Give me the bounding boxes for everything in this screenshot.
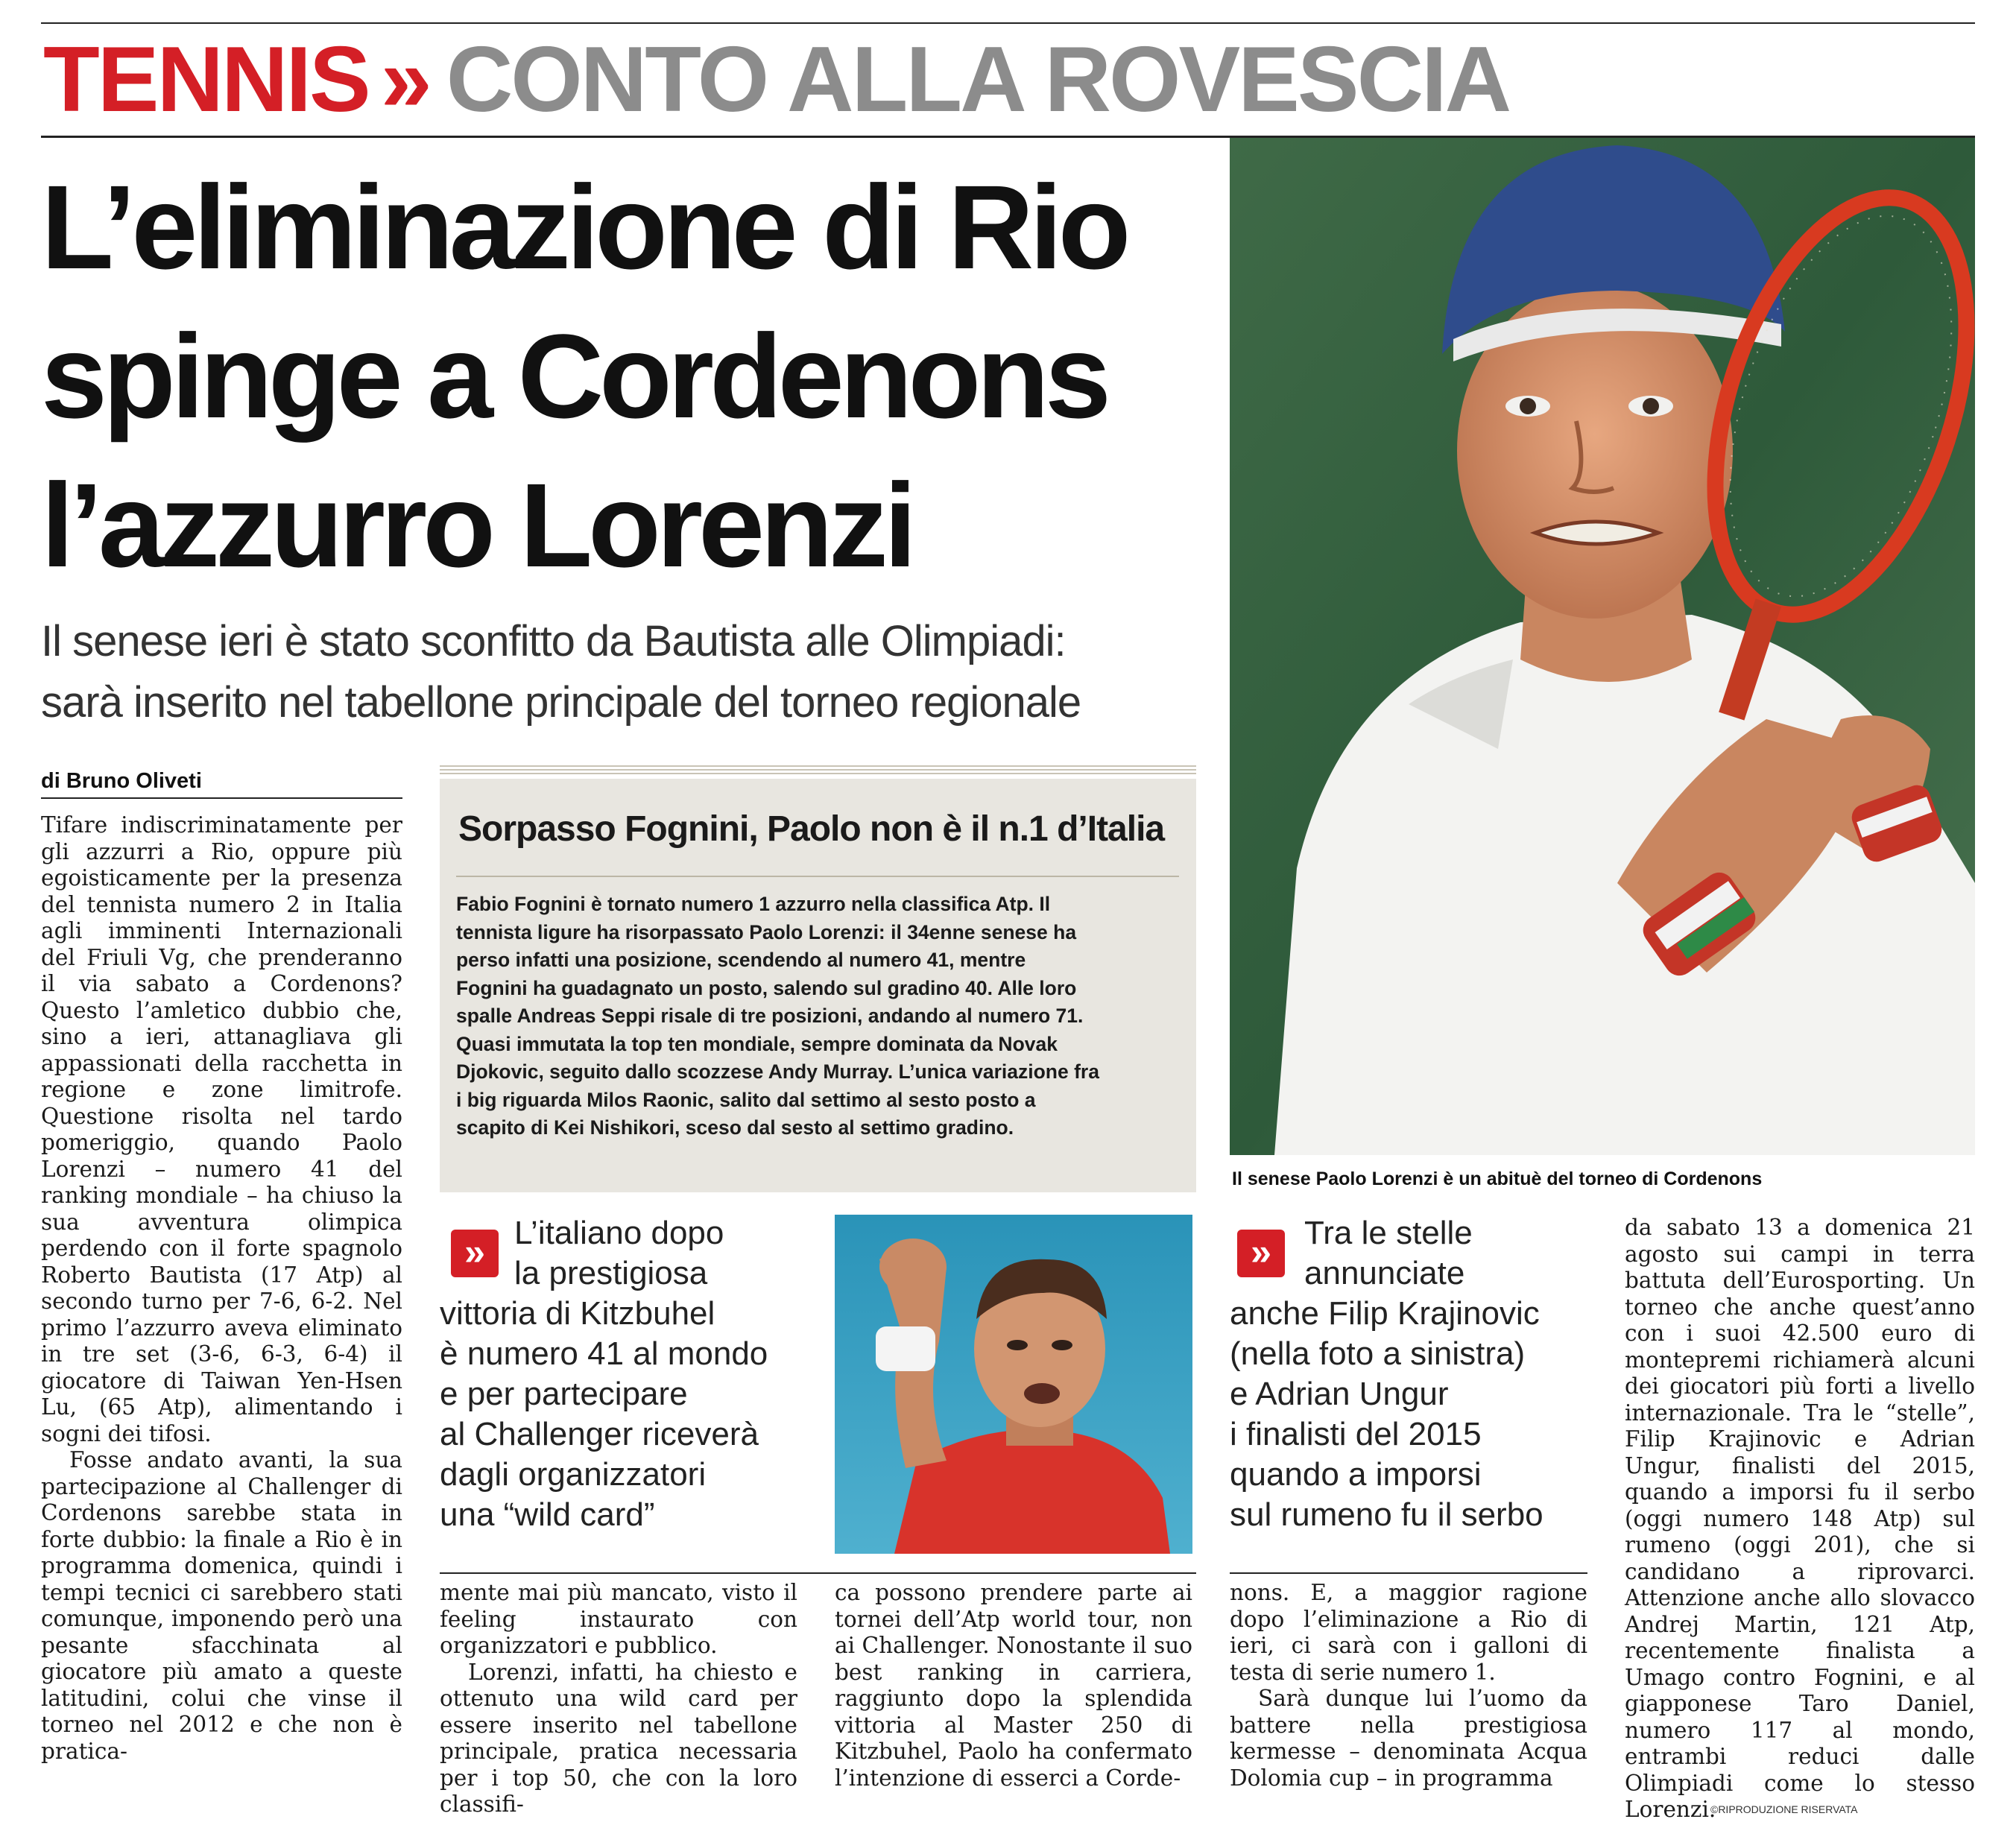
box-line: tennista ligure ha risorpassato Paolo Lorenzi: il 34enne senese ha [456,920,1077,943]
paragraph: nons. E, a maggior ragione dopo l’eliminazione a Rio di ieri, ci sarà con i galloni di testa di serie numero 1. [1230,1580,1587,1685]
pull-quote-line: L’italiano dopo [514,1215,724,1251]
box-line: spalle Andreas Seppi risale di tre posizioni, andando al numero 71. [456,1005,1084,1027]
paragraph: da sabato 13 a domenica 21 agosto sui campi in terra battuta dell’Eurosporting. Un torneo che anche quest’anno con i suoi 42.500 euro di montepremi richiamerà alcuni dei giocatori più forti a livello internazionale. Tra le “stelle”, Filip Krajinovic e Adrian Ungur, finalisti del 2015, quando a imporsi fu il serbo (oggi numero 148 Atp) sul rumeno (oggi 201), che si candidano a riprovarci. Attenzione anche allo slovacco Andrej Martin, 121 Atp, recentemente finalista a Umago contro Fognini, e al giapponese Taro Daniel, numero 117 al mondo, entrambi reduci dalle Olimpiadi come lo stesso Lorenzi. [1625,1215,1975,1822]
player-celebrating-illustration [835,1215,1192,1554]
pull-quote-line: i finalisti del 2015 [1230,1416,1482,1452]
deck-line: Il senese ieri è stato sconfitto da Bautista alle Olimpiadi: [41,617,1066,665]
pull-quote-icon: » [451,1230,499,1277]
section-kicker [43,24,1509,136]
body-column-5 [1625,1215,1975,1824]
headline-line: spinge a Cordenons [41,309,1107,443]
column-rule [440,1572,1196,1574]
box-line: Fabio Fognini è tornato numero 1 azzurro nella classifica Atp. Il [456,893,1051,915]
byline-rule [41,797,402,799]
paragraph: Fosse andato avanti, la sua partecipazione al Challenger di Cordenons sarebbe stata in forte dubbio: la finale a Rio è in programma domenica, quindi i tempi tecnici ci sarebbero stati comunque, imponendo però una pesante sfacchinata al giocatore più amato a queste latitudini, colui che vinse il torneo nel 2012 e che non è pratica- [41,1447,402,1764]
body-column-3 [835,1580,1192,1791]
box-line: scapito di Kei Nishikori, sceso dal sesto al settimo gradino. [456,1116,1014,1139]
pull-quote-line: anche Filip Krajinovic [1230,1295,1540,1332]
sidebar-box-text [456,891,1172,1142]
box-line: perso infatti una posizione, scendendo al numero 41, mentre [456,949,1026,971]
section-label: TENNIS [43,28,369,131]
body-column-4 [1230,1580,1587,1791]
chevron-icon: » [380,28,430,131]
photo-caption: Il senese Paolo Lorenzi è un abituè del torneo di Cordenons [1232,1168,1763,1189]
paragraph: Sarà dunque lui l’uomo da battere nella prestigiosa kermesse – denominata Acqua Dolomia cup – in programma [1230,1686,1587,1791]
paragraph: Tifare indiscriminatamente per gli azzurri a Rio, oppure più egoisticamente per la presenza del tennista numero 2 in Italia agli imminenti Internazionali del Friuli Vg, che prenderanno il via sabato a Cordenons? Questo l’amletico dubbio che, sino a ieri, attanagliava gli appassionati della racchetta in regione e zone limitrofe. Questione risolta nel tardo pomeriggio, quando Paolo Lorenzi – numero 41 del ranking mondiale – ha chiuso la sua avventura olimpica perdendo con il forte spagnolo Roberto Bautista (17 Atp) al secondo turno per 7-6, 6-2. Nel primo l’azzurro aveva eliminato in tre set (3-6, 6-3, 6-4) il giocatore di Taiwan Yen-Hsen Lu, (65 Atp), alimentando i sogni dei tifosi. [41,812,402,1446]
pull-quote-line: la prestigiosa [514,1255,708,1291]
body-column-1 [41,812,402,1765]
pull-quote-line: una “wild card” [440,1496,655,1533]
pull-quote-line: Tra le stelle [1304,1215,1473,1251]
box-line: i big riguarda Milos Raonic, salito dal settimo al sesto posto a [456,1088,1036,1111]
paragraph: Lorenzi, infatti, ha chiesto e ottenuto una wild card per essere inserito nel tabellone principale, pratica necessaria per i top 50, che con la loro classifi- [440,1659,797,1817]
box-line: Quasi immutata la top ten mondiale, sempre dominata da Novak [456,1032,1058,1055]
box-line: Djokovic, seguito dallo scozzese Andy Murray. L’unica variazione fra [456,1060,1099,1083]
paragraph: mente mai più mancato, visto il feeling instaurato con organizzatori e pubblico. [440,1580,797,1658]
pull-quote-line: vittoria di Kitzbuhel [440,1295,715,1332]
box-title-rule [456,876,1179,877]
body-column-2 [440,1580,797,1818]
pull-quote-line: e Adrian Ungur [1230,1376,1449,1412]
topic-label: CONTO ALLA ROVESCIA [446,28,1510,131]
byline: di Bruno Oliveti [41,769,202,793]
copyright-notice: ©RIPRODUZIONE RISERVATA [1710,1803,1858,1815]
pull-quote-1 [440,1213,827,1535]
headline-line: l’azzurro Lorenzi [41,458,913,592]
pull-quote-line: al Challenger riceverà [440,1416,759,1452]
pull-quote-2 [1230,1213,1617,1535]
pull-quote-line: è numero 41 al mondo [440,1335,768,1372]
paragraph: ca possono prendere parte ai tornei dell’Atp world tour, non ai Challenger. Nonostante il suo best ranking in carriera, raggiunto dopo la splendida vittoria al Master 250 di Kitzbuhel, Paolo ha confermato l’intenzione di esserci a Corde- [835,1580,1192,1791]
box-line: Fognini ha guadagnato un posto, salendo sul gradino 40. Alle loro [456,976,1077,999]
headline-line: L’eliminazione di Rio [41,160,1127,294]
tennis-player-illustration [1230,138,1975,1155]
pull-quote-line: e per partecipare [440,1376,688,1412]
column-rule [1230,1572,1587,1574]
pull-quote-icon: » [1237,1230,1285,1277]
pull-quote-line: dagli organizzatori [440,1456,707,1493]
deck-line: sarà inserito nel tabellone principale del torneo regionale [41,678,1081,727]
pull-quote-line: (nella foto a sinistra) [1230,1335,1526,1372]
sidebar-box-title: Sorpasso Fognini, Paolo non è il n.1 d’Italia [458,809,1165,849]
pull-quote-line: annunciate [1304,1255,1465,1291]
inset-photo [835,1215,1192,1554]
main-photo [1230,138,1975,1155]
pull-quote-line: quando a imporsi [1230,1456,1482,1493]
pull-quote-line: sul rumeno fu il serbo [1230,1496,1543,1533]
deck [41,611,1226,733]
headline [41,153,1233,600]
box-top-stripes [440,765,1196,774]
